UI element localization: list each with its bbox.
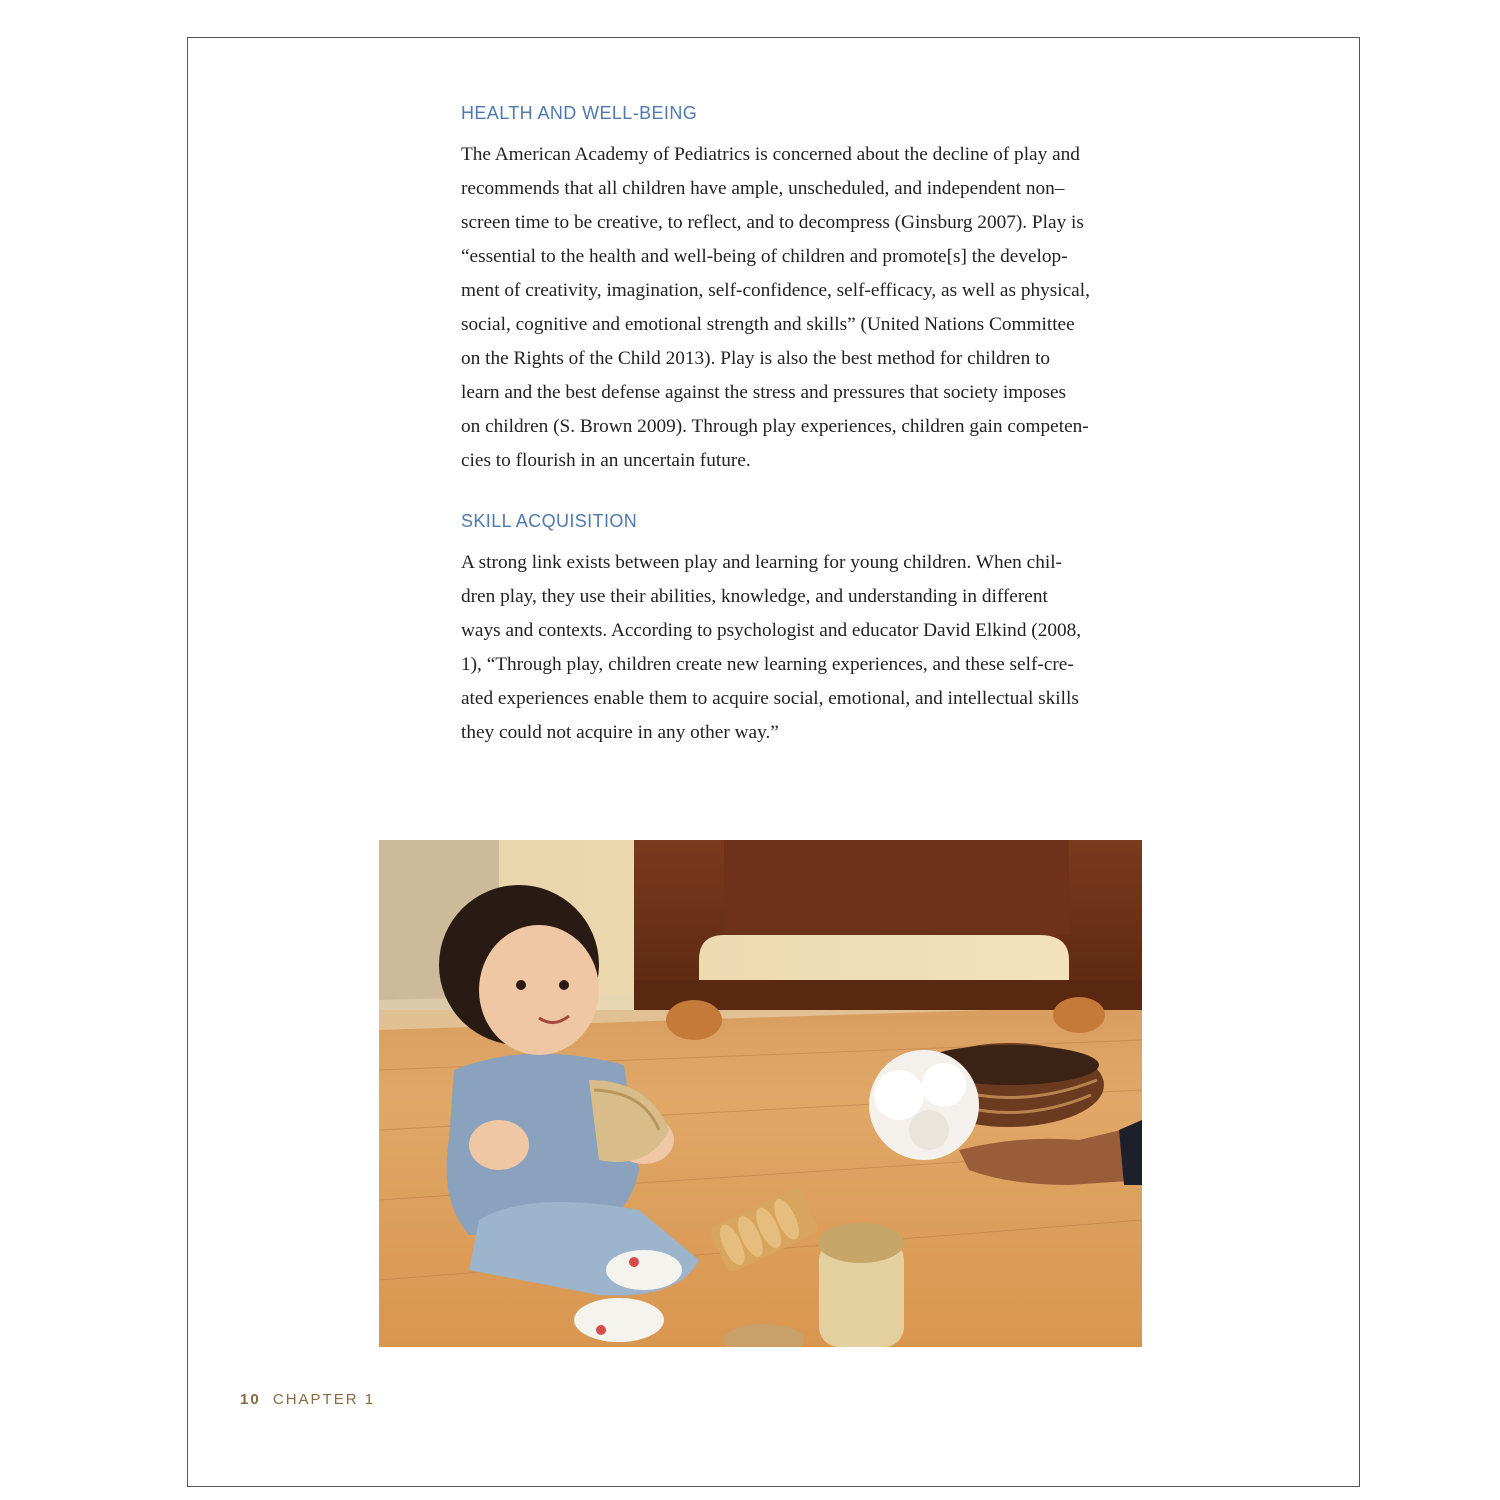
photo-baby-playing [379, 840, 1142, 1347]
section-heading: SKILL ACQUISITION [461, 511, 638, 531]
section-skill-acquisition [461, 508, 1151, 750]
section-heading: HEALTH AND WELL-BEING [461, 103, 698, 123]
chapter-label: CHAPTER 1 [272, 1391, 376, 1408]
section-body: A strong link exists between play and learning for young children. When chil- dren play, they use their abilities, knowledge, and understanding in different ways and contexts. According to psychologist and educator David Elkind (2008, 1), “Through play, children create new learning experiences, and these self-cre- ated experiences enable them to acquire social, emotional, and intellectual skills they could not acquire in any other way.” [461, 552, 1082, 743]
section-body: The American Academy of Pediatrics is concerned about the decline of play and recommends that all children have ample, unscheduled, and independent non– screen time to be creative, to reflect, and to decompress (Ginsburg 2007). Play is “essential to the health and well-being of children and promote[s] the develop- ment of creativity, imagination, self-confidence, self-efficacy, as well as physical, social, cognitive and emotional strength and skills” (United Nations Committee on the Rights of the Child 2013). Play is also the best method for children to learn and the best defense against the stress and pressures that society imposes on children (S. Brown 2009). Through play experiences, children gain competen- cies to flourish in an uncertain future. [461, 144, 1090, 471]
photo-illustration [379, 840, 1142, 1347]
page-number: 10 [240, 1391, 261, 1408]
page-footer [240, 1391, 375, 1408]
text-column [461, 100, 1151, 780]
section-health-well-being [461, 100, 1151, 478]
